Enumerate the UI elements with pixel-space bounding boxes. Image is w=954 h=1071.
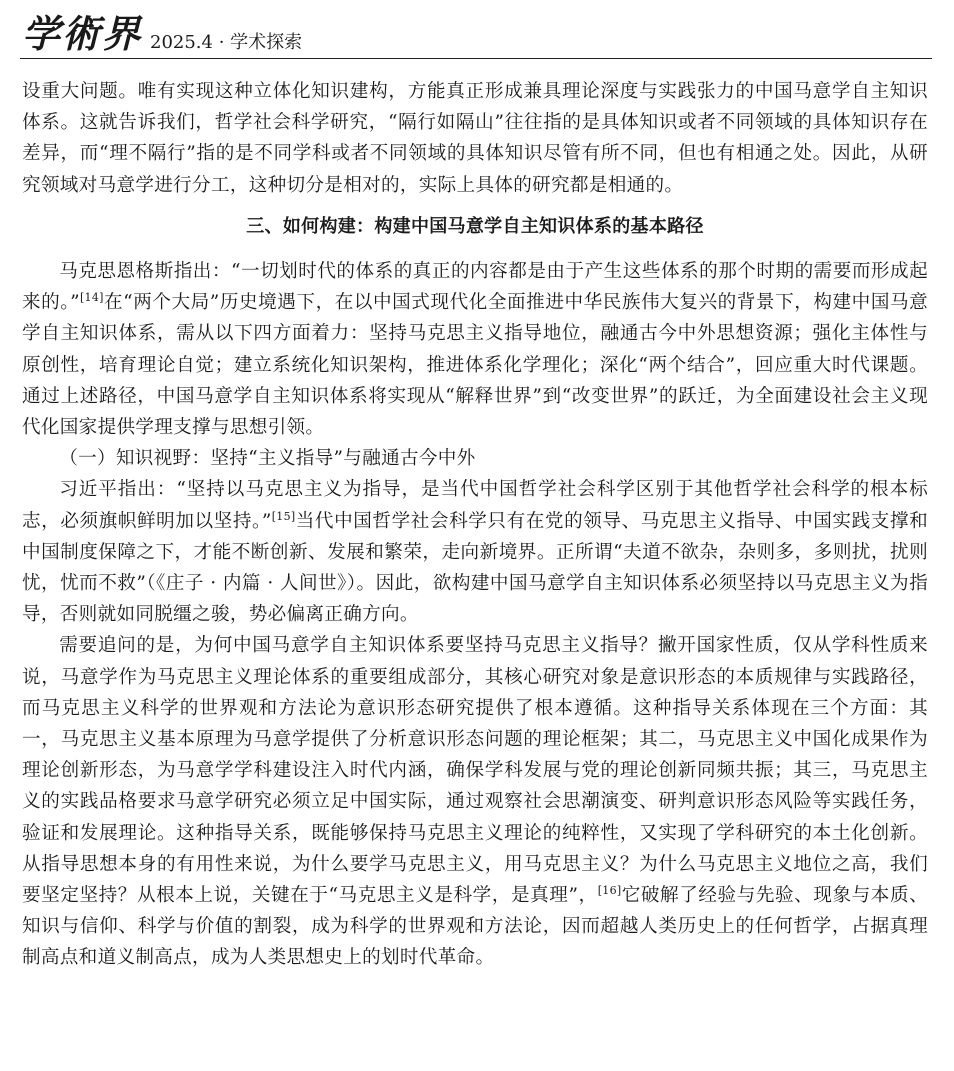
journal-logo: 学術界 <box>22 11 143 56</box>
paragraph <box>22 630 928 973</box>
citation-ref: [14] <box>79 291 104 305</box>
article-body <box>22 76 928 974</box>
citation-ref: [15] <box>271 509 296 523</box>
page-header <box>20 10 932 59</box>
paragraph: 设重大问题。唯有实现这种立体化知识建构，方能真正形成兼具理论深度与实践张力的中国马意学自主知识体系。这就告诉我们，哲学社会科学研究，“隔行如隔山”往往指的是具体知识或者不同领域的具体知识存在差异，而“理不隔行”指的是不同学科或者不同领域的具体知识尽管有所不同，但也有相通之处。因此，从研究领域对马意学进行分工，这种切分是相对的，实际上具体的研究都是相通的。 <box>22 81 928 196</box>
paragraph-text: 它破解了经验与先验、现象与本质、知识与信仰、科学与价值的割裂，成为科学的世界观和方法论，因而超越人类历史上的任何哲学，占据真理制高点和道义制高点，成为人类思想史上的划时代革命。 <box>22 885 928 969</box>
paragraph-text: 马克思恩格斯指出：“一切划时代的体系的真正的内容都是由于产生这些体系的那个时期的需要而形成起来的。” <box>22 261 928 314</box>
issue-info: 2025.4 · 学术探索 <box>150 32 303 53</box>
paragraph-text: 当代中国哲学社会科学只有在党的领导、马克思主义指导、中国实践支撑和中国制度保障之下，才能不断创新、发展和繁荣，走向新境界。正所谓“夫道不欲杂，杂则多，多则扰，扰则忧，忧而不救”（《庄子 · 内篇 · 人间世》）。因此，欲构建中国马意学自主知识体系必须坚持以马克思主义为指导，否则就如同脱缰之骏，势必偏离正确方向。 <box>22 510 928 626</box>
paragraph-text: 在“两个大局”历史境遇下，在以中国式现代化全面推进中华民族伟大复兴的背景下，构建中国马意学自主知识体系，需从以下四方面着力：坚持马克思主义指导地位，融通古今中外思想资源；强化主体性与原创性，培育理论自觉；建立系统化知识架构，推进体系化学理化；深化“两个结合”，回应重大时代课题。通过上述路径，中国马意学自主知识体系将实现从“解释世界”到“改变世界”的跃迁，为全面建设社会主义现代化国家提供学理支撑与思想引领。 <box>22 292 929 439</box>
section-heading: 三、如何构建：构建中国马意学自主知识体系的基本路径 <box>246 215 704 237</box>
paragraph-text: 需要追问的是，为何中国马意学自主知识体系要坚持马克思主义指导？撇开国家性质，仅从学科性质来说，马意学作为马克思主义理论体系的重要组成部分，其核心研究对象是意识形态的本质规律与实践路径，而马克思主义科学的世界观和方法论为意识形态研究提供了根本遵循。这种指导关系体现在三个方面：其一，马克思主义基本原理为马意学提供了分析意识形态问题的理论框架；其二，马克思主义中国化成果作为理论创新形态，为马意学学科建设注入时代内涵，确保学科发展与党的理论创新同频共振；其三，马克思主义的实践品格要求马意学研究必须立足中国实际，通过观察社会思潮演变、研判意识形态风险等实践任务，验证和发展理论。这种指导关系，既能够保持马克思主义理论的纯粹性，又实现了学科研究的本土化创新。从指导思想本身的有用性来说，为什么要学马克思主义，用马克思主义？为什么马克思主义地位之高，我们要坚定坚持？从根本上说，关键在于“马克思主义是科学，是真理”， <box>22 635 928 907</box>
paragraph <box>22 256 928 443</box>
paragraph-text: 习近平指出：“坚持以马克思主义为指导，是当代中国哲学社会科学区别于其他哲学社会科学的根本标志，必须旗帜鲜明加以坚持。” <box>22 479 928 532</box>
citation-ref: [16] <box>597 883 622 897</box>
paragraph <box>22 474 928 630</box>
subsection-heading: （一）知识视野：坚持“主义指导”与融通古今中外 <box>59 448 476 470</box>
